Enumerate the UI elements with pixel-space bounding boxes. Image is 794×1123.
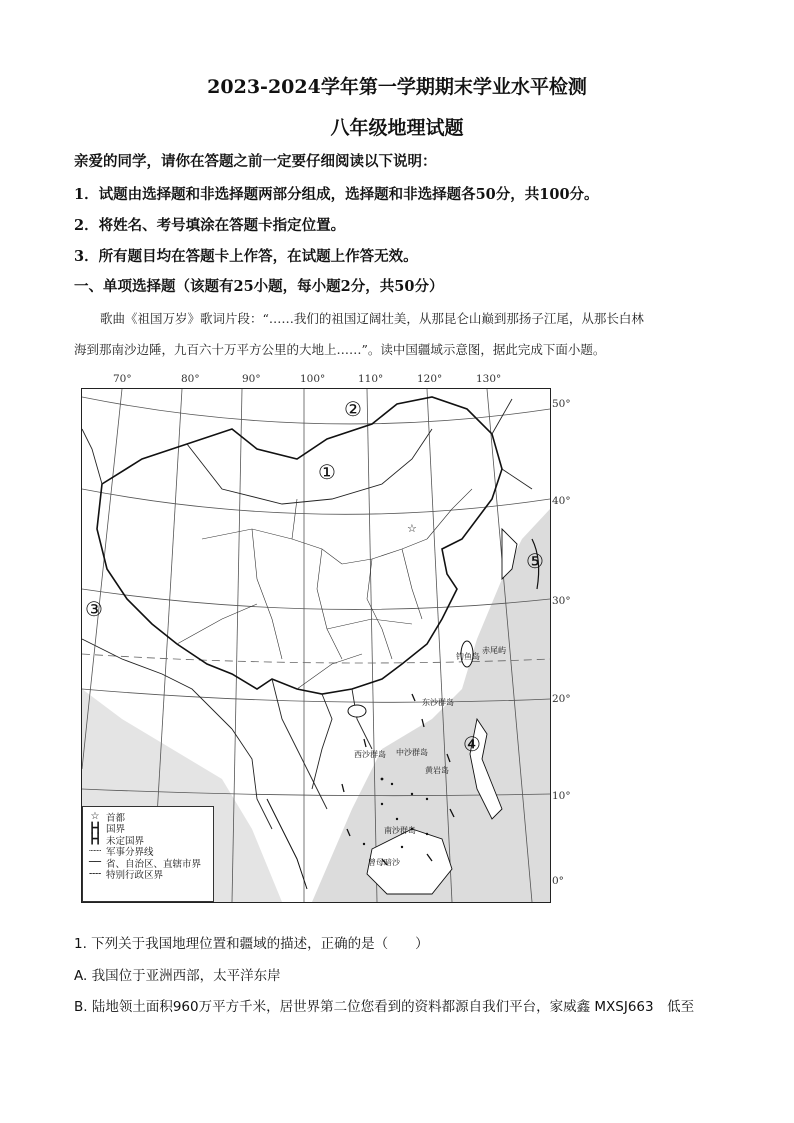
lat-label: 30° [552,595,571,607]
question-1-option-a: A. 我国位于亚洲西部，太平洋东岸 [74,968,281,984]
instructions-intro: 亲爱的同学，请你在答题之前一定要仔细阅读以下说明： [74,153,437,170]
marker-4: ④ [463,732,481,756]
marker-5: ⑤ [526,549,544,573]
label-dongsha: 东沙群岛 [422,698,454,707]
label-huangyan: 黄岩岛 [425,766,449,775]
svg-text:☆: ☆ [407,522,417,535]
marker-2: ② [344,397,362,421]
lon-label: 100° [300,373,326,385]
lon-label: 80° [181,373,200,385]
marker-3: ③ [85,597,103,621]
province-line-icon: ── [88,857,102,869]
legend-item: ☆ 首都 [83,811,213,823]
label-zhongsha: 中沙群岛 [396,748,428,757]
label-chiwei: 赤尾屿 [482,646,506,655]
exam-subtitle: 八年级地理试题 [330,117,464,139]
legend-item: ┣┫ 未定国界 [88,834,145,847]
border-icon: ┣┫ [88,822,102,834]
lon-label: 110° [358,373,384,385]
lon-label: 90° [242,373,261,385]
instruction-item-1: 1．试题由选择题和非选择题两部分组成，选择题和非选择题各50分，共100分。 [74,186,599,203]
legend-item: ╌╌ 特别行政区界 [88,868,164,882]
legend-item: ┣┫ 国界 [88,822,126,836]
passage-line-1: 歌曲《祖国万岁》歌词片段：“……我们的祖国辽阔壮美，从那昆仑山巅到那扬子江尾，从那长白林 [100,311,644,326]
question-1-option-b: B. 陆地领土面积960万平方千米，居世界第二位您看到的资料都源自我们平台，家威鑫 MXSJ663 低至 [74,999,695,1015]
undetermined-border-icon: ┣┫ [88,834,102,846]
label-diaoyu: 钓鱼岛 [456,652,480,661]
instruction-item-2: 2．将姓名、考号填涂在答题卡指定位置。 [74,217,346,234]
lat-label: 40° [552,495,571,507]
lat-label: 50° [552,398,571,410]
lon-label: 70° [113,373,132,385]
star-icon: ☆ [90,811,100,823]
lat-label: 20° [552,693,571,705]
instruction-item-3: 3．所有题目均在答题卡上作答，在试题上作答无效。 [74,248,418,265]
lon-label: 120° [417,373,443,385]
marker-1: ① [318,460,336,484]
lon-label: 130° [476,373,502,385]
label-nansha: 南沙群岛 [384,826,416,835]
label-xisha: 西沙群岛 [354,750,386,759]
sar-line-icon: ╌╌ [88,868,102,880]
legend-item: ┈┈ 军事分界线 [88,845,154,859]
military-line-icon: ┈┈ [88,845,102,857]
label-zengmu: 曾母暗沙 [368,858,400,867]
passage-line-2: 海到那南沙边陲，九百六十万平方公里的大地上……”。读中国疆域示意图，据此完成下面小题。 [74,342,606,357]
map-legend [82,806,214,902]
legend-item: ── 省、自治区、直辖市界 [88,857,202,870]
question-1-stem: 1. 下列关于我国地理位置和疆域的描述，正确的是（ ） [74,936,429,952]
section-heading: 一、单项选择题（该题有25小题，每小题2分，共50分） [74,278,444,295]
lat-label: 0° [552,875,564,887]
lat-label: 10° [552,790,571,802]
exam-title: 2023-2024学年第一学期期末学业水平检测 [207,76,587,98]
